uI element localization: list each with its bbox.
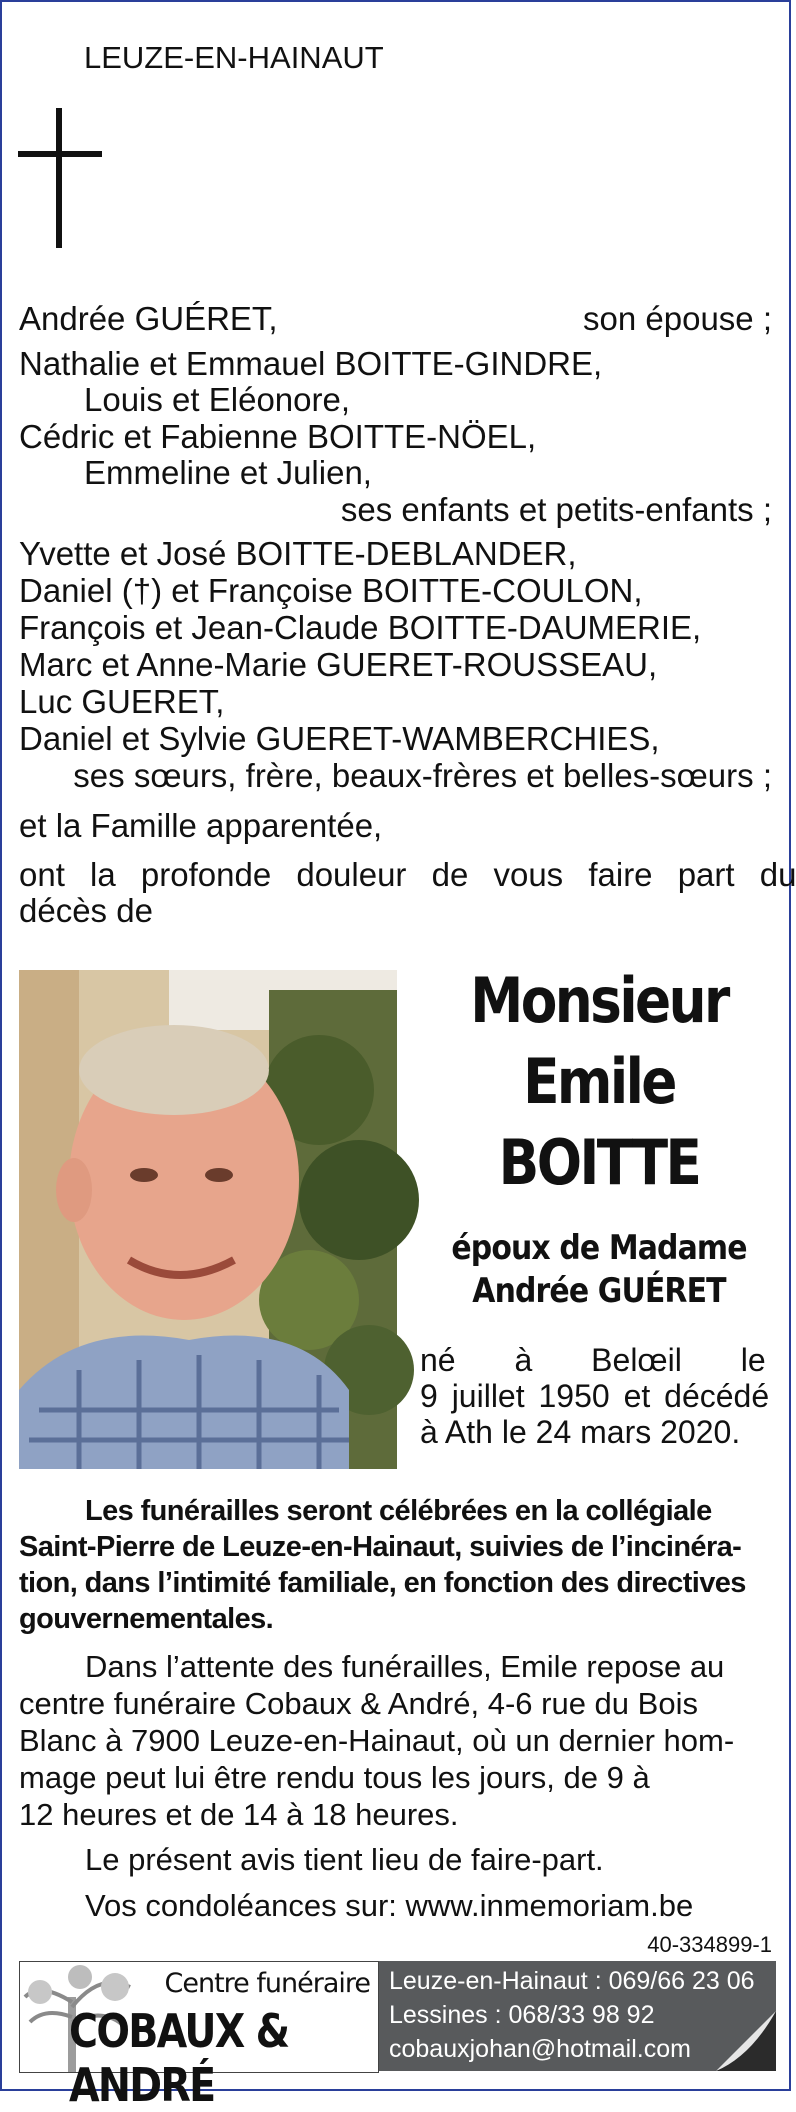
funeral-bold-text: Saint-Pierre de Leuze-en-Hainaut, suivies de l’incinéra-	[19, 1531, 742, 1563]
funeral-bold-paragraph	[19, 1493, 775, 1637]
birth-text-1: né à Belœil le	[420, 1342, 766, 1378]
rest-line	[19, 1759, 775, 1796]
grandchild-line: Louis et Eléonore,	[84, 381, 351, 418]
announcement-line	[19, 856, 796, 893]
funeral-bold-line	[19, 1601, 775, 1637]
rest-line	[19, 1648, 775, 1685]
rest-text: 12 heures et de 14 à 18 heures.	[19, 1797, 459, 1832]
spouse-row	[19, 301, 772, 337]
children-role: ses enfants et petits-enfants ;	[340, 491, 772, 528]
portrait-illustration	[19, 970, 397, 1469]
deceased-first-name: Emile	[523, 1045, 675, 1118]
rest-text: Dans l’attente des funérailles, Emile repose au	[85, 1649, 725, 1684]
sibling-line: Marc et Anne-Marie GUERET-ROUSSEAU,	[19, 646, 658, 683]
funeral-home-name: COBAUX & ANDRÉ	[69, 2004, 289, 2112]
phone-leuze: Leuze-en-Hainaut : 069/66 23 06	[389, 1967, 755, 1995]
reference-number: 40-334899-1	[647, 1932, 772, 1957]
sibling-line: François et Jean-Claude BOITTE-DAUMERIE,	[19, 609, 702, 646]
funeral-bold-text: tion, dans l’intimité familiale, en fonction des directives	[19, 1567, 746, 1599]
spouse-name: Andrée GUÉRET,	[19, 300, 278, 337]
deceased-last-name: BOITTE	[498, 1126, 700, 1199]
child-line: Cédric et Fabienne BOITTE-NÖEL,	[19, 418, 537, 455]
notice-line: Le présent avis tient lieu de faire-part.	[85, 1842, 604, 1877]
condolences-line: Vos condoléances sur: www.inmemoriam.be	[85, 1888, 694, 1923]
contact-panel	[379, 1961, 776, 2071]
siblings-role: ses sœurs, frère, beaux-frères et belles-sœurs ;	[73, 757, 772, 794]
rest-line	[19, 1685, 775, 1722]
spouse-of-line-1: époux de Madame	[451, 1228, 747, 1268]
rest-text: mage peut lui être rendu tous les jours, de 9 à	[19, 1760, 650, 1795]
phone-lessines: Lessines : 068/33 98 92	[389, 2001, 655, 2029]
birth-text-3: à Ath le 24 mars 2020.	[420, 1414, 741, 1450]
birth-death-block	[420, 1342, 776, 1450]
funeral-bold-text: Les funérailles seront célébrées en la collégiale	[85, 1495, 712, 1527]
rest-line	[19, 1796, 775, 1833]
birth-text-2: 9 juillet 1950 et décédé	[420, 1378, 770, 1414]
sibling-line: Daniel (†) et Françoise BOITTE-COULON,	[19, 572, 643, 609]
extended-family: et la Famille apparentée,	[19, 807, 383, 844]
portrait-photo	[19, 970, 397, 1469]
funeral-bold-text: gouvernementales.	[19, 1603, 274, 1635]
page-curl-icon	[706, 2011, 776, 2071]
funeral-home-logo	[19, 1961, 379, 2112]
funeral-bold-line	[19, 1529, 775, 1565]
announcement-line-2: décès de	[19, 892, 153, 929]
child-line: Nathalie et Emmauel BOITTE-GINDRE,	[19, 345, 603, 382]
announcement-text: ont la profonde douleur de vous faire part du	[19, 856, 796, 893]
sibling-line: Daniel et Sylvie GUERET-WAMBERCHIES,	[19, 720, 660, 757]
city-heading: LEUZE-EN-HAINAUT	[84, 40, 384, 75]
email-address: cobauxjohan@hotmail.com	[389, 2035, 691, 2063]
birth-line-2	[420, 1378, 776, 1414]
spouse-role: son épouse ;	[583, 300, 772, 337]
funeral-rest-paragraph	[19, 1648, 775, 1833]
rest-text: centre funéraire Cobaux & André, 4-6 rue du Bois	[19, 1686, 698, 1721]
deceased-title: Monsieur	[470, 964, 728, 1037]
funeral-bold-line	[19, 1493, 775, 1529]
spouse-of-line-2: Andrée GUÉRET	[472, 1271, 726, 1311]
funeral-home-label: Centre funéraire	[164, 1968, 370, 1999]
birth-line-1	[420, 1342, 776, 1378]
funeral-bold-line	[19, 1565, 775, 1601]
sibling-line: Yvette et José BOITTE-DEBLANDER,	[19, 535, 577, 572]
cross-icon	[56, 108, 62, 248]
sibling-line: Luc GUERET,	[19, 683, 225, 720]
birth-line-3	[420, 1414, 776, 1450]
rest-text: Blanc à 7900 Leuze-en-Hainaut, où un dernier hom-	[19, 1723, 735, 1758]
rest-line	[19, 1722, 775, 1759]
grandchild-line: Emmeline et Julien,	[84, 454, 372, 491]
cross-icon-bar	[18, 151, 102, 157]
